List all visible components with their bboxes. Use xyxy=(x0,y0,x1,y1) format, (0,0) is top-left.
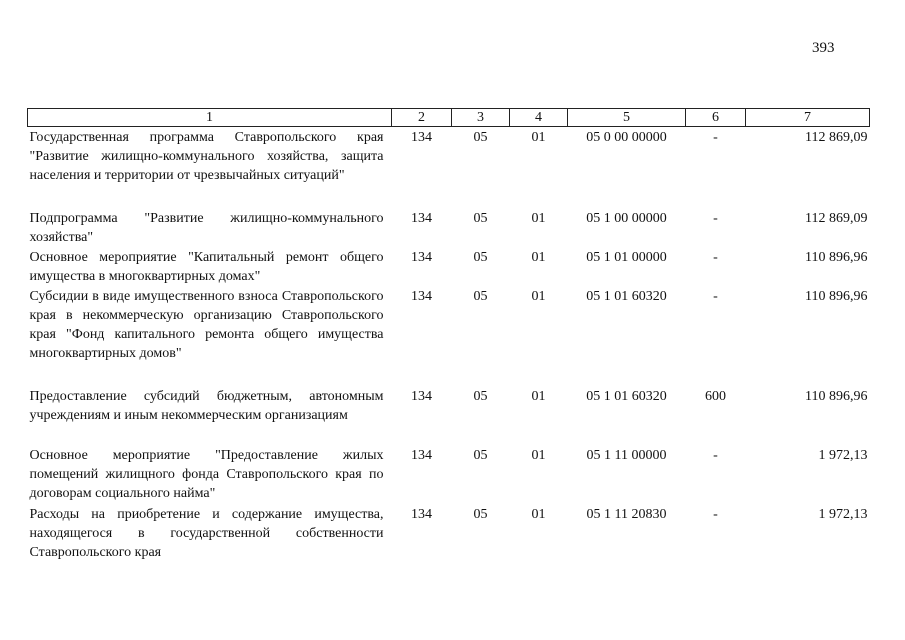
row-name: Основное мероприятие "Капитальный ремонт общего имущества в многоквартирных домах" xyxy=(29,250,384,284)
expense-type-code: - xyxy=(713,250,718,265)
column-header-7: 7 xyxy=(746,109,870,127)
subsection-code: 01 xyxy=(531,289,546,304)
section-code: 05 xyxy=(473,448,488,463)
ministry-code: 134 xyxy=(411,289,432,304)
column-header-6: 6 xyxy=(686,109,746,127)
subsection-code: 01 xyxy=(531,211,546,226)
subsection-code: 01 xyxy=(531,507,546,522)
row-name: Подпрограмма "Развитие жилищно-коммунального хозяйства" xyxy=(29,211,384,245)
target-article-code: 05 1 01 60320 xyxy=(586,289,667,304)
table-row xyxy=(28,386,870,445)
amount: 1 972,13 xyxy=(818,507,868,522)
section-code: 05 xyxy=(473,250,488,265)
budget-table xyxy=(27,108,870,562)
subsection-code: 01 xyxy=(531,250,546,265)
ministry-code: 134 xyxy=(411,448,432,463)
amount: 112 869,09 xyxy=(805,130,868,145)
amount: 112 869,09 xyxy=(805,211,868,226)
subsection-code: 01 xyxy=(531,448,546,463)
table-row xyxy=(28,247,870,286)
section-code: 05 xyxy=(473,130,488,145)
ministry-code: 134 xyxy=(411,389,432,404)
table-row xyxy=(28,445,870,504)
target-article-code: 05 0 00 00000 xyxy=(586,130,667,145)
page-number: 393 xyxy=(812,40,835,56)
expense-type-code: - xyxy=(713,448,718,463)
ministry-code: 134 xyxy=(411,507,432,522)
expense-type-code: - xyxy=(713,289,718,304)
amount: 110 896,96 xyxy=(805,250,868,265)
ministry-code: 134 xyxy=(411,250,432,265)
section-code: 05 xyxy=(473,389,488,404)
ministry-code: 134 xyxy=(411,211,432,226)
ministry-code: 134 xyxy=(411,130,432,145)
section-code: 05 xyxy=(473,507,488,522)
expense-type-code: 600 xyxy=(705,389,726,404)
column-number-header-row xyxy=(28,109,870,127)
column-header-4: 4 xyxy=(510,109,568,127)
table-row xyxy=(28,504,870,562)
table-row xyxy=(28,286,870,386)
expense-type-code: - xyxy=(713,507,718,522)
column-header-1: 1 xyxy=(28,109,392,127)
subsection-code: 01 xyxy=(531,130,546,145)
column-header-3: 3 xyxy=(452,109,510,127)
column-header-5: 5 xyxy=(568,109,686,127)
table-row xyxy=(28,208,870,247)
row-name: Расходы на приобретение и содержание имущества, находящегося в государственной собственности Ставропольского края xyxy=(29,507,384,560)
table-row xyxy=(28,127,870,209)
target-article-code: 05 1 11 00000 xyxy=(586,448,667,463)
section-code: 05 xyxy=(473,289,488,304)
amount: 1 972,13 xyxy=(818,448,868,463)
target-article-code: 05 1 11 20830 xyxy=(586,507,667,522)
amount: 110 896,96 xyxy=(805,289,868,304)
row-name: Основное мероприятие "Предоставление жилых помещений жилищного фонда Ставропольского края по договорам социального найма" xyxy=(29,448,384,501)
amount: 110 896,96 xyxy=(805,389,868,404)
target-article-code: 05 1 01 60320 xyxy=(586,389,667,404)
section-code: 05 xyxy=(473,211,488,226)
expense-type-code: - xyxy=(713,211,718,226)
column-header-2: 2 xyxy=(392,109,452,127)
target-article-code: 05 1 00 00000 xyxy=(586,211,667,226)
target-article-code: 05 1 01 00000 xyxy=(586,250,667,265)
row-name: Субсидии в виде имущественного взноса Ставропольского края в некоммерческую организацию Ставропольского края "Фонд капитального ремонта общего имущества многоквартирных домов" xyxy=(29,289,384,361)
row-name: Предоставление субсидий бюджетным, автономным учреждениям и иным некоммерческим организациям xyxy=(29,389,384,423)
row-name: Государственная программа Ставропольского края "Развитие жилищно-коммунального хозяйства, защита населения и территории от чрезвычайных ситуаций" xyxy=(29,130,384,183)
subsection-code: 01 xyxy=(531,389,546,404)
expense-type-code: - xyxy=(713,130,718,145)
